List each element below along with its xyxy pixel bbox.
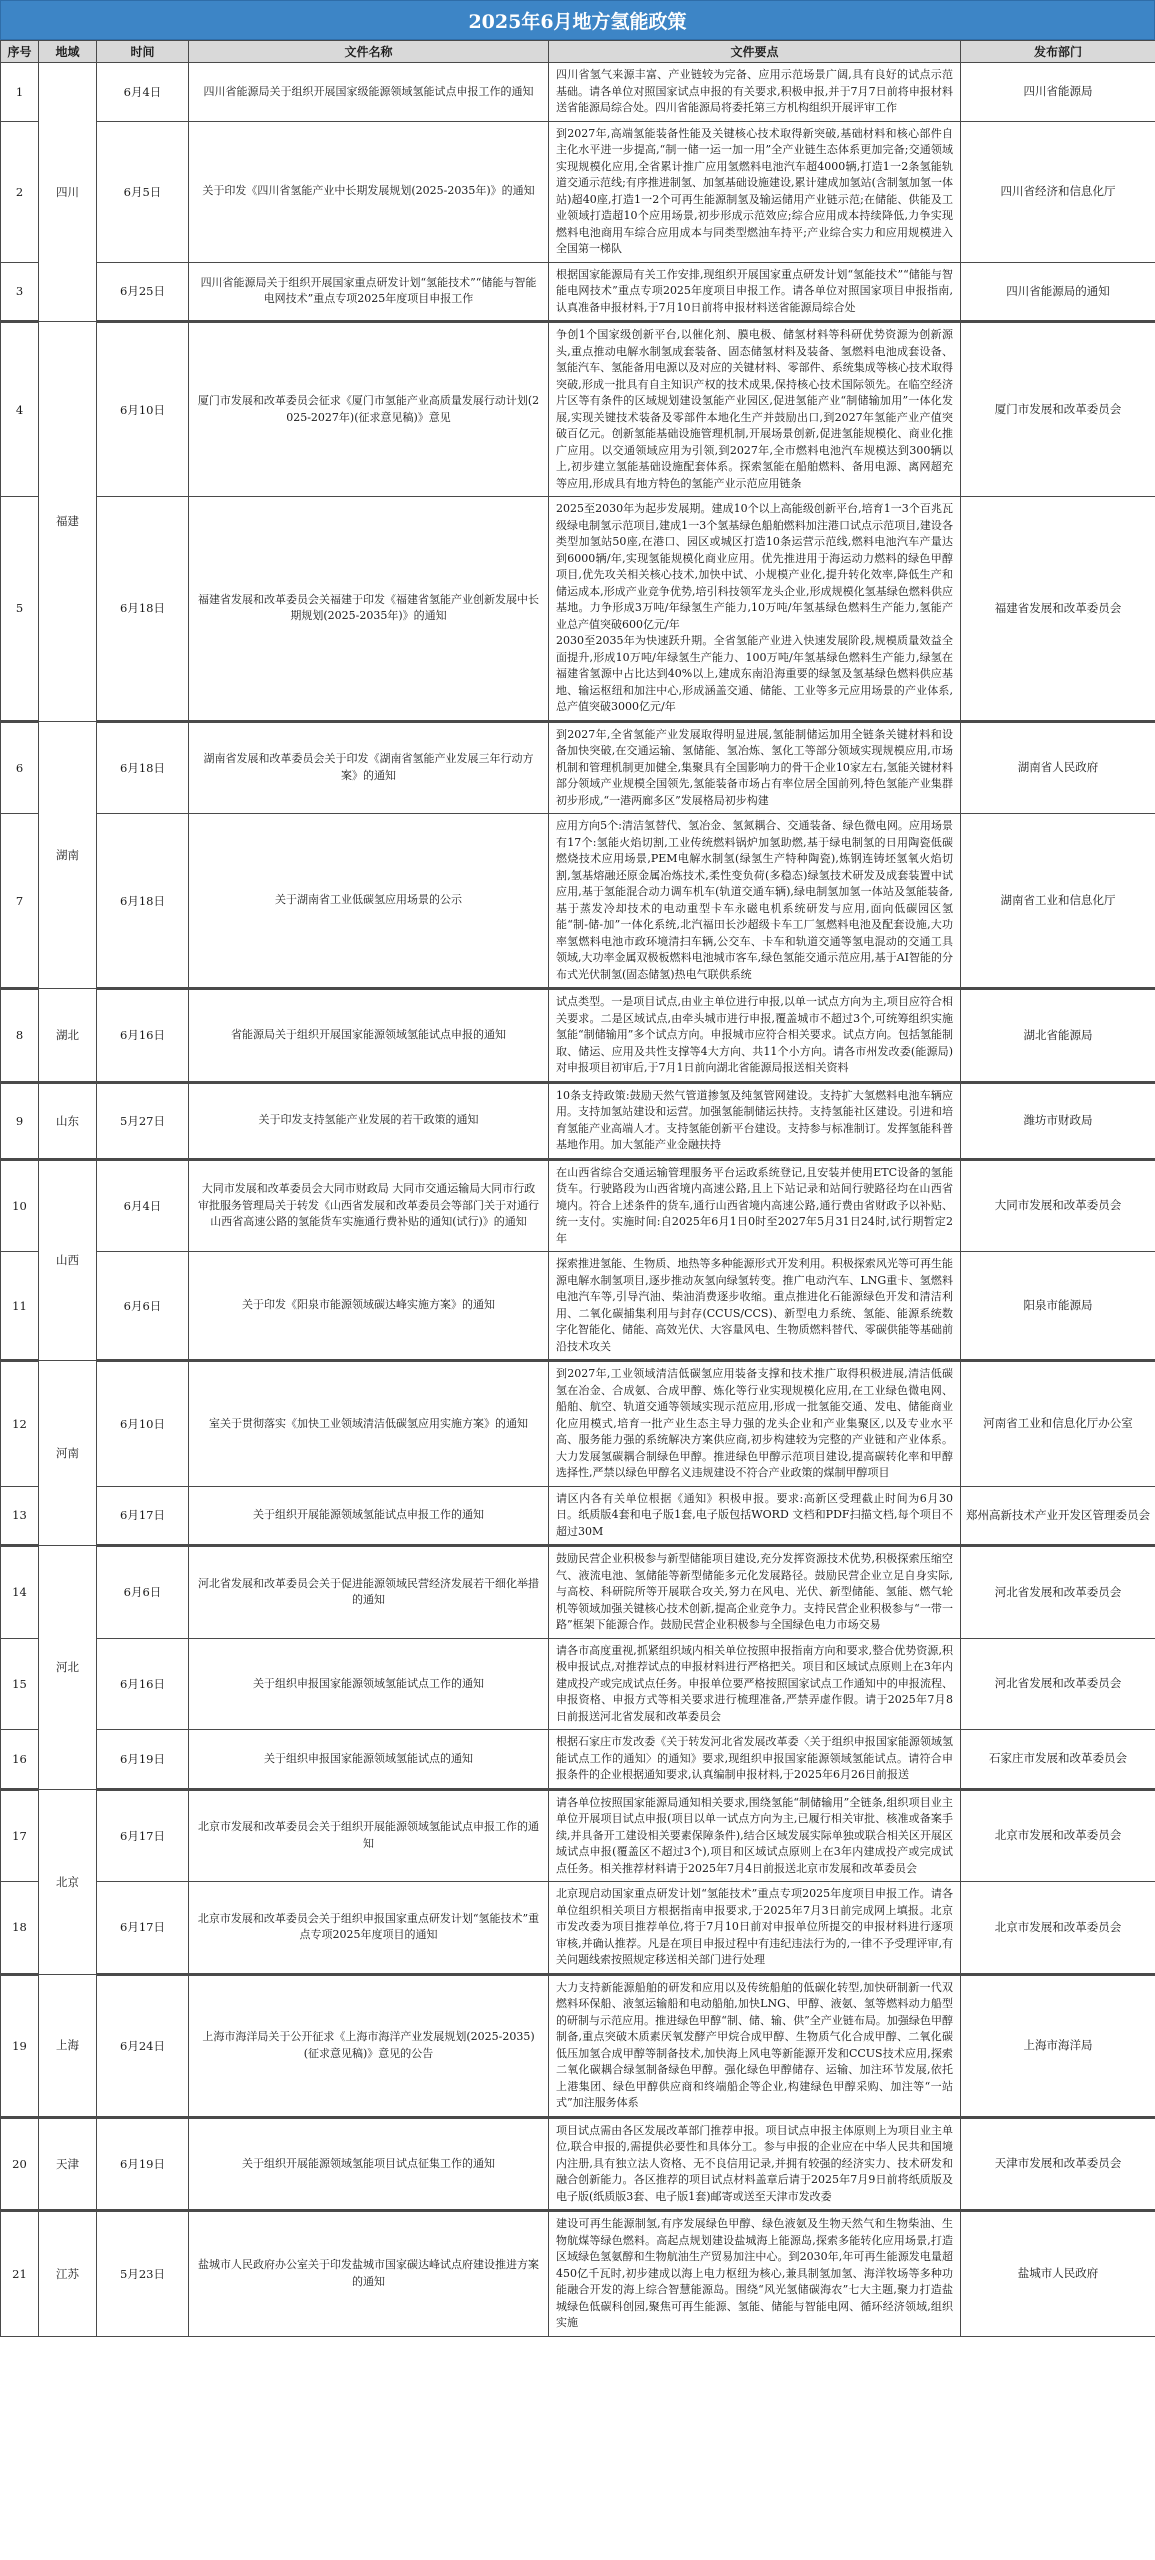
table-row [1,1252,1155,1361]
cell-department: 福建省发展和改革委员会 [961,497,1155,722]
cell-index: 6 [1,721,39,814]
cell-region: 四川 [39,63,97,322]
cell-department: 潍坊市财政局 [961,1082,1155,1159]
cell-index: 2 [1,121,39,262]
cell-doc-name: 湖南省发展和改革委员会关于印发《湖南省氢能产业发展三年行动方案》的通知 [189,721,549,814]
cell-key-points [549,322,961,497]
key-point-paragraph: 请区内各有关单位根据《通知》积极申报。要求:高新区受理截止时间为6月30日。纸质版4套和电子版1套,电子版包括WORD 文档和PDF扫描文档,每个项目不超过30M [556,1491,953,1538]
cell-region: 山西 [39,1159,97,1361]
cell-key-points [549,1638,961,1730]
table-row [1,1789,1155,1882]
key-point-paragraph: 探索推进氢能、生物质、地热等多种能源形式开发利用。积极探索风光等可再生能源电解水制氢项目,逐步推动灰氢向绿氢转变。推广电动汽车、LNG重卡、氢燃料电池汽车等,引导汽油、柴油消费逐步收缩。重点推进化石能源绿色开发和清洁利用、二氧化碳捕集利用与封存(CCUS/CCS)、新型电力系统、氢能、能源系统数字化智能化、储能、高效光伏、大容量风电、生物质燃料替代、零碳供能等基础前沿技术攻关 [556,1257,953,1353]
table-row [1,1159,1155,1252]
table-row [1,262,1155,322]
cell-key-points [549,814,961,989]
column-header-1: 地域 [39,41,97,63]
table-row [1,2211,1155,2337]
table-row [1,322,1155,497]
cell-index: 14 [1,1546,39,1639]
cell-key-points [549,1486,961,1546]
cell-department: 湖南省人民政府 [961,721,1155,814]
cell-region: 山东 [39,1082,97,1159]
column-header-3: 文件名称 [189,41,549,63]
cell-department: 湖北省能源局 [961,989,1155,1083]
cell-region: 北京 [39,1789,97,1974]
key-point-paragraph: 四川省氢气来源丰富、产业链较为完备、应用示范场景广阔,具有良好的试点示范基础。请各单位对照国家试点申报的有关要求,积极申报,并于7月7日前将申报材料送省能源局综合处。四川省能源局将委托第三方机构组织开展评审工作 [556,68,953,114]
cell-date: 6月25日 [97,262,189,322]
cell-index: 18 [1,1882,39,1975]
cell-region: 河北 [39,1546,97,1790]
cell-key-points [549,989,961,1083]
cell-date: 6月10日 [97,322,189,497]
cell-department: 河南省工业和信息化厅办公室 [961,1361,1155,1487]
cell-doc-name: 关于湖南省工业低碳氢应用场景的公示 [189,814,549,989]
page-title: 2025年6月地方氢能政策 [0,0,1155,40]
table-row [1,1882,1155,1975]
cell-doc-name: 厦门市发展和改革委员会征求《厦门市氢能产业高质量发展行动计划(2025-2027年)(征求意见稿)》意见 [189,322,549,497]
cell-department: 大同市发展和改革委员会 [961,1159,1155,1252]
policy-table [0,40,1155,2337]
cell-region: 福建 [39,322,97,722]
table-row [1,2117,1155,2211]
cell-date: 5月23日 [97,2211,189,2337]
key-point-paragraph: 鼓励民营企业积极参与新型储能项目建设,充分发挥资源技术优势,积极探索压缩空气、液流电池、氢储能等新型储能多元化发展路径。鼓励民营企业立足自身实际,与高校、科研院所等开展联合攻关,努力在风电、光伏、新型储能、氢能、燃气轮机等领域加强关键核心技术创新,提高企业竞争力。支持民营企业积极参与“一带一路”框架下能源合作。鼓励民营企业积极参与全国绿色电力市场交易 [556,1552,953,1631]
cell-doc-name: 大同市发展和改革委员会大同市财政局 大同市交通运输局大同市行政审批服务管理局关于转发《山西省发展和改革委员会等部门关于对通行山西省高速公路的氢能货车实施通行费补贴的通知(试行)》的通知 [189,1159,549,1252]
table-row [1,497,1155,722]
cell-index: 4 [1,322,39,497]
cell-department: 厦门市发展和改革委员会 [961,322,1155,497]
cell-date: 6月4日 [97,1159,189,1252]
key-point-paragraph: 2025至2030年为起步发展期。建成10个以上高能级创新平台,培育1一3个百兆瓦级绿电制氢示范项目,建成1一3个氢基绿色船舶燃料加注港口试点示范项目,建设各类型加氢站50座,在港口、园区或城区打造10条运营示范线,燃料电池汽车产量达到6000辆/年,实现氢能规模化商业应用。优先推进用于海运动力燃料的绿色甲醇项目,优先攻关相关核心技术,加快中试、小规模产业化,提升转化效率,降低生产和储运成本,形成产业竞争优势,培引科技领军龙头企业,形成规模化氢基绿色燃料供应基地。力争形成3万吨/年绿氢生产能力,10万吨/年氢基绿色燃料生产能力,氢能产业总产值突破600亿元/年 [556,502,953,631]
column-header-5: 发布部门 [961,41,1155,63]
cell-doc-name: 关于组织申报国家能源领域氢能试点工作的通知 [189,1638,549,1730]
cell-department: 盐城市人民政府 [961,2211,1155,2337]
cell-key-points [549,497,961,722]
cell-doc-name: 关于组织开展能源领域氢能项目试点征集工作的通知 [189,2117,549,2211]
cell-date: 6月10日 [97,1361,189,1487]
cell-date: 6月18日 [97,721,189,814]
table-row [1,63,1155,122]
cell-date: 6月19日 [97,1730,189,1790]
cell-index: 21 [1,2211,39,2337]
table-row [1,1361,1155,1487]
cell-index: 10 [1,1159,39,1252]
key-point-paragraph: 项目试点需由各区发展改革部门推荐申报。项目试点申报主体原则上为项目业主单位,联合申报的,需提供必要性和具体分工。参与申报的企业应在中华人民共和国境内注册,具有独立法人资格、无不良信用记录,并拥有较强的经济实力、技术研发和融合创新能力。各区推荐的项目试点材料盖章后请于2025年7月9日前将纸质版及电子版(纸质版3套、电子版1套)邮寄或送至天津市发改委 [556,2123,953,2203]
table-row [1,1974,1155,2117]
cell-region: 上海 [39,1974,97,2117]
cell-department: 四川省能源局 [961,63,1155,122]
table-row [1,1730,1155,1790]
key-point-paragraph: 根据石家庄市发改委《关于转发河北省发展改革委〈关于组织申报国家能源领域氢能试点工作的通知〉的通知》要求,现组织申报国家能源领域氢能试点。请符合申报条件的企业根据通知要求,认真编制申报材料,于2025年6月26日前报送 [556,1735,953,1781]
cell-key-points [549,1082,961,1159]
column-header-2: 时间 [97,41,189,63]
key-point-paragraph: 在山西省综合交通运输管理服务平台运政系统登记,且安装并使用ETC设备的氢能货车。行驶路段为山西省境内高速公路,且上下站记录和站间行驶路径均在山西省境内。符合上述条件的货车,通行山西省境内高速公路,通行费由省财政予以补贴、统一支付。实施时间:自2025年6月1日0时至2027年5月31日24时,试行期暂定2年 [556,1165,953,1245]
cell-key-points [549,2117,961,2211]
table-row [1,814,1155,989]
cell-date: 6月16日 [97,1638,189,1730]
cell-date: 6月17日 [97,1486,189,1546]
column-header-4: 文件要点 [549,41,961,63]
cell-department: 河北省发展和改革委员会 [961,1546,1155,1639]
cell-index: 11 [1,1252,39,1361]
cell-region: 河南 [39,1361,97,1546]
cell-department: 石家庄市发展和改革委员会 [961,1730,1155,1790]
cell-index: 20 [1,2117,39,2211]
cell-doc-name: 关于组织申报国家能源领域氢能试点的通知 [189,1730,549,1790]
key-point-paragraph: 10条支持政策:鼓励天然气管道掺氢及纯氢管网建设。支持扩大氢燃料电池车辆应用。支持加氢站建设和运营。加强氢能制储运扶持。支持氢能社区建设。引进和培育氢能产业高端人才。支持氢能创新平台建设。支持参与标准制订。发挥氢能科普基地作用。加大氢能产业金融扶持 [556,1088,953,1151]
cell-key-points [549,1730,961,1790]
key-point-paragraph: 应用方向5个:清洁氢替代、氢冶金、氢氮耦合、交通装备、绿色微电网。应用场景有17个:氢能火焰切割,工业传统燃料锅炉加氢助燃,基于绿电制氢的日用陶瓷低碳燃烧技术应用场景,PEM电解水制氢(绿氢生产特种陶瓷),炼钢连铸坯氢氧火焰切割,氢基熔融还原金属冶炼技术,柔性变负荷(多稳态)绿氢技术研发及成套装置中试应用,基于氢能混合动力调车机车(轨道交通车辆),绿电制氢加氢一体站及氢能装备,基于蒸发冷却技术的电动重型卡车永磁电机系统研发与应用,面向低碳园区氢能“制-储-加”一体化系统,北汽福田长沙超级卡车工厂氢燃料电池及配套设施,大功率氢燃料电池市政环境清扫车辆,公交车、卡车和轨道交通等氢电混动的交通工具领域,大功率金属双极板燃料电池城市客车,绿色氢能交通示范应用,基于AI智能的分布式光伏制氢(固态储氢)热电气联供系统 [556,819,953,981]
key-point-paragraph: 到2027年,全省氢能产业发展取得明显进展,氢能制储运加用全链条关键材料和设备加快突破,在交通运输、氢储能、氢冶炼、氢化工等部分领域实现规模应用,市场机制和管理机制更加健全,集聚具有全国影响力的骨干企业10家左右,氢能关键材料部分领域产业规模全国领先,氢能装备市场占有率位居全国前列,特色氢能产业集群初步形成,“一港两廊多区”发展格局初步构建 [556,727,953,807]
cell-department: 北京市发展和改革委员会 [961,1882,1155,1975]
cell-index: 9 [1,1082,39,1159]
cell-region: 湖北 [39,989,97,1083]
cell-date: 5月27日 [97,1082,189,1159]
column-header-0: 序号 [1,41,39,63]
table-row [1,1082,1155,1159]
key-point-paragraph: 试点类型。一是项目试点,由业主单位进行申报,以单一试点方向为主,项目应符合相关要求。二是区域试点,由牵头城市进行申报,覆盖城市不超过3个,可统筹组织实施氢能“制储输用”多个试点方向。申报城市应符合相关要求。试点方向。包括氢能制取、储运、应用及共性支撑等4大方向、共11个小方向。请各市州发改委(能源局)对申报项目初审后,于7月1日前向湖北省能源局报送相关资料 [556,995,953,1074]
cell-department: 湖南省工业和信息化厅 [961,814,1155,989]
cell-doc-name: 福建省发展和改革委员会关福建于印发《福建省氢能产业创新发展中长期规划(2025-2035年)》的通知 [189,497,549,722]
cell-region: 湖南 [39,721,97,989]
cell-department: 天津市发展和改革委员会 [961,2117,1155,2211]
cell-department: 阳泉市能源局 [961,1252,1155,1361]
cell-date: 6月18日 [97,814,189,989]
cell-department: 四川省经济和信息化厅 [961,121,1155,262]
cell-doc-name: 省能源局关于组织开展国家能源领域氢能试点申报的通知 [189,989,549,1083]
cell-department: 上海市海洋局 [961,1974,1155,2117]
cell-index: 1 [1,63,39,122]
cell-key-points [549,1252,961,1361]
cell-index: 12 [1,1361,39,1487]
cell-doc-name: 关于印发《四川省氢能产业中长期发展规划(2025-2035年)》的通知 [189,121,549,262]
table-row [1,121,1155,262]
cell-index: 8 [1,989,39,1083]
cell-index: 15 [1,1638,39,1730]
key-point-paragraph: 争创1个国家级创新平台,以催化剂、膜电极、储氢材料等科研优势资源为创新源头,重点推动电解水制氢成套装备、固态储氢材料及装备、氢燃料电池成套设备、氢能汽车、氢能备用电源以及对应的关键材料、零部件、系统集成等核心技术取得突破,形成一批具有自主知识产权的技术成果,保持核心技术国际领先。在临空经济片区等有条件的区域规划建设氢能产业园区,促进氢能产业“制储输加用”一体化发展,实现关键技术装备及零部件本地化生产并鼓励出口,到2027年氢能产业产值突破百亿元。创新氢能基础设施管理机制,开展场景创新,促进氢能规模化、商业化推广应用。以交通领域应用为引领,到2027年,全市燃料电池汽车规模达到300辆以上,初步建立氢能基础设施配套体系。探索氢能在船舶燃料、备用电源、离网超充等应用,形成具有地方特色的氢能产业示范应用链条 [556,328,953,490]
table-row [1,1546,1155,1639]
cell-date: 6月4日 [97,63,189,122]
cell-index: 13 [1,1486,39,1546]
cell-department: 四川省能源局的通知 [961,262,1155,322]
cell-key-points [549,262,961,322]
cell-key-points [549,721,961,814]
key-point-paragraph: 请各市高度重视,抓紧组织域内相关单位按照申报指南方向和要求,整合优势资源,积极申报试点,对推荐试点的申报材料进行严格把关。项目和区域试点原则上在3年内建成投产或完成试点任务。申报单位要严格按照国家试点工作通知中的申报流程、申报资格、申报方式等相关要求进行梳理准备,严禁弄虚作假。请于2025年7月8日前报送河北省发展和改革委员会 [556,1643,953,1723]
cell-index: 7 [1,814,39,989]
cell-date: 6月6日 [97,1252,189,1361]
table-row [1,721,1155,814]
policy-table-body [1,63,1155,2337]
cell-doc-name: 四川省能源局关于组织开展国家级能源领域氢能试点申报工作的通知 [189,63,549,122]
cell-date: 6月16日 [97,989,189,1083]
cell-key-points [549,1361,961,1487]
cell-region: 天津 [39,2117,97,2211]
cell-key-points [549,63,961,122]
key-point-paragraph: 大力支持新能源船舶的研发和应用以及传统船舶的低碳化转型,加快研制新一代双燃料环保船、液氢运输船和电动船舶,加快LNG、甲醇、液氨、氢等燃料动力船型的研制与示范应用。推进绿色甲醇“制、储、输、供”全产业链布局。加强绿色甲醇制备,重点突破木质素厌氧发酵产甲烷合成甲醇、生物质气化合成甲醇、二氧化碳低压加氢合成甲醇等制备技术,加快海上风电等新能源开发和CCUS技术应用,探索二氧化碳耦合绿氢制备绿色甲醇。强化绿色甲醇储存、运输、加注环节发展,依托上港集团、绿色甲醇供应商和终端船企等企业,构建绿色甲醇采购、加注等“一站式”加注服务体系 [556,1980,953,2109]
cell-index: 5 [1,497,39,722]
key-point-paragraph: 到2027年,工业领域清洁低碳氢应用装备支撑和技术推广取得积极进展,清洁低碳氢在冶金、合成氨、合成甲醇、炼化等行业实现规模化应用,在工业绿色微电网、船舶、航空、轨道交通等领域实现示范应用,形成一批氢能交通、发电、储能商业化应用模式,培育一批产业生态主导力强的龙头企业和产业集聚区,以及专业水平高、服务能力强的系统解决方案供应商,初步构建较为完整的产业链和产业体系。大力发展氢碳耦合制绿色甲醇。推进绿色甲醇示范项目建设,提高碳转化率和甲醇选择性,严禁以绿色甲醇名义违规建设不符合产业政策的煤制甲醇项目 [556,1367,953,1479]
key-point-paragraph: 请各单位按照国家能源局通知相关要求,围绕氢能“制储输用”全链条,组织项目业主单位开展项目试点申报(项目以单一试点方向为主,已履行相关审批、核准或备案手续,并具备开工建设相关要素保障条件),结合区域发展实际单独或联合相关区开展区域试点申报(覆盖区不超过3个),项目和区域试点原则上在3年内建成投产或完成试点任务。相关推荐材料请于2025年7月4日前报送北京市发展和改革委员会 [556,1795,953,1875]
cell-doc-name: 关于组织开展能源领域氢能试点申报工作的通知 [189,1486,549,1546]
key-point-paragraph: 建设可再生能源制氢,有序发展绿色甲醇、绿色液氨及生物天然气和生物柴油、生物航煤等绿色燃料。高起点规划建设盐城海上能源岛,探索多能转化应用场景,打造区域绿色氢氨醇和生物航油生产贸易加注中心。到2030年,年可再生能源发电量超450亿千瓦时,初步建成以海上电力枢纽为核心,兼具制氢加氢、海洋牧场等多种功能融合开发的海上综合智慧能源岛。围绕“风光氢储碳海农”七大主题,聚力打造盐城绿色低碳科创园,聚焦可再生能源、氢能、储能与智能电网、循环经济领域,组织实施 [556,2217,953,2329]
cell-index: 17 [1,1789,39,1882]
cell-date: 6月17日 [97,1789,189,1882]
policy-table-header-row [1,41,1155,63]
cell-date: 6月18日 [97,497,189,722]
cell-date: 6月5日 [97,121,189,262]
cell-doc-name: 四川省能源局关于组织开展国家重点研发计划“氢能技术”“储能与智能电网技术”重点专项2025年度项目申报工作 [189,262,549,322]
cell-doc-name: 北京市发展和改革委员会关于组织申报国家重点研发计划“氢能技术”重点专项2025年度项目的通知 [189,1882,549,1975]
cell-doc-name: 盐城市人民政府办公室关于印发盐城市国家碳达峰试点府建设推进方案的通知 [189,2211,549,2337]
cell-doc-name: 关于印发《阳泉市能源领域碳达峰实施方案》的通知 [189,1252,549,1361]
cell-key-points [549,1974,961,2117]
cell-date: 6月17日 [97,1882,189,1975]
cell-key-points [549,1159,961,1252]
cell-doc-name: 河北省发展和改革委员会关于促进能源领域民营经济发展若干细化举措的通知 [189,1546,549,1639]
cell-department: 郑州高新技术产业开发区管理委员会 [961,1486,1155,1546]
cell-key-points [549,1789,961,1882]
key-point-paragraph: 到2027年,高端氢能装备性能及关键核心技术取得新突破,基础材料和核心部件自主化水平进一步提高,“制一储一运一加一用”全产业链生态体系更加完备;交通领域实现规模化应用,全省累计推广应用氢燃料电池汽车超4000辆,打造1一2条氢能轨道交通示范线;有序推进制氢、加氢基础设施建设,累计建成加氢站(含制氢加氢一体站)超40座,打造1一2个可再生能源制氢及输运储用产业链示范;在储能、供能及工业领域打造超10个应用场景,初步形成示范效应;综合应用成本持续降低,力争实现燃料电池商用车综合应用成本与同类型燃油车持平;产业综合实力和应用规模进入全国第一梯队 [556,126,953,255]
cell-doc-name: 上海市海洋局关于公开征求《上海市海洋产业发展规划(2025-2035)(征求意见稿)》意见的公告 [189,1974,549,2117]
cell-date: 6月19日 [97,2117,189,2211]
cell-doc-name: 室关于贯彻落实《加快工业领域清洁低碳氢应用实施方案》的通知 [189,1361,549,1487]
cell-key-points [549,1882,961,1975]
key-point-paragraph: 北京现启动国家重点研发计划“氢能技术”重点专项2025年度项目申报工作。请各单位组织相关项目方根据指南申报要求,于2025年7月3日前完成网上填报。北京市发改委为项目推荐单位,将于7月10日前对申报单位所提交的申报材料进行逐项审核,并确认推荐。凡是在项目申报过程中有违纪违法行为的,一律不予受理评审,有关问题线索按照规定移送相关部门进行处理 [556,1887,953,1966]
cell-key-points [549,121,961,262]
cell-region: 江苏 [39,2211,97,2337]
cell-index: 16 [1,1730,39,1790]
cell-index: 3 [1,262,39,322]
cell-date: 6月24日 [97,1974,189,2117]
cell-date: 6月6日 [97,1546,189,1639]
cell-department: 北京市发展和改革委员会 [961,1789,1155,1882]
cell-key-points [549,2211,961,2337]
cell-index: 19 [1,1974,39,2117]
cell-department: 河北省发展和改革委员会 [961,1638,1155,1730]
table-row [1,989,1155,1083]
table-row [1,1486,1155,1546]
cell-doc-name: 关于印发支持氢能产业发展的若干政策的通知 [189,1082,549,1159]
key-point-paragraph: 2030至2035年为快速跃升期。全省氢能产业进入快速发展阶段,规模质量效益全面提升,形成10万吨/年绿氢生产能力、100万吨/年氢基绿色燃料生产能力,绿氢在福建省氢源中占比达到40%以上,建成东南沿海重要的绿氢及氢基绿色燃料供应基地、输运枢纽和加注中心,形成涵盖交通、储能、工业等多元应用场景的产业体系,总产值突破3000亿元/年 [556,634,953,713]
table-row [1,1638,1155,1730]
cell-doc-name: 北京市发展和改革委员会关于组织开展能源领域氢能试点申报工作的通知 [189,1789,549,1882]
cell-key-points [549,1546,961,1639]
key-point-paragraph: 根据国家能源局有关工作安排,现组织开展国家重点研发计划“氢能技术”“储能与智能电网技术”重点专项2025年度项目申报工作。请各单位对照国家项目申报指南,认真准备申报材料,于7月10日前将申报材料送省能源局综合处 [556,267,953,314]
